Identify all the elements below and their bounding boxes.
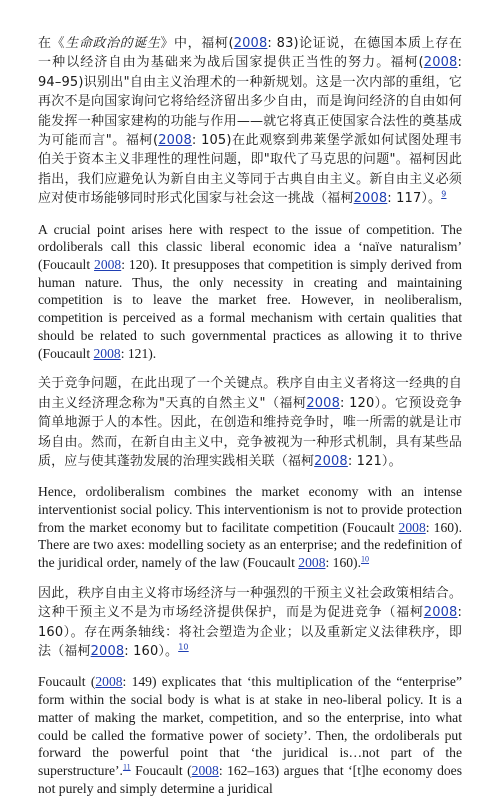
paragraph-en-2 (38, 221, 462, 363)
text: : 120). It presupposes that competition is simply derived from human nature. Thus, the only necessity in creating and maintaining competition is to leave the market free. However, in neoliberalism, competition is perceived as a formal mechanism with certain qualities that should be related to such governmental practices as allowing it to thrive (Foucault (38, 257, 462, 361)
footnote-link[interactable]: 10 (360, 554, 369, 564)
text: : 162–163) argues that ‘[t]he economy does not purely and simply determine a juridical (38, 762, 462, 796)
text: : 160）。 (124, 644, 179, 660)
citation-link[interactable]: 2008 (314, 453, 348, 469)
text: : 120）。它预设竞争简单地源于人的本性。因此，在创造和维持竞争时，唯一所需的就是让市场自由。然而，在新自由主义中，竞争被视为一种形式机制，具有某些品质，应与使其蓬勃发展的治理实践相关联（福柯 (38, 395, 462, 469)
text: : 105)在此观察到弗莱堡学派如何试图处理韦伯关于资本主义非理性的理性问题，即"取代了马克思的问题"。福柯因此指出，我们应避免认为新自由主义等同于古典自由主义。新自由主义必须应对使市场能够同时形式化国家与社会这一挑战（福柯 (38, 133, 462, 207)
citation-link[interactable]: 2008 (423, 605, 458, 621)
text: 在《 (38, 36, 66, 51)
text: 关于竞争问题，在此出现了一个关键点。秩序自由主义者将这一经典的自由主义经济理念称为"天真的自然主义"（福柯 (38, 376, 462, 411)
text: Hence, ordoliberalism combines the market economy with an intense interventionist social policy. This interventionism is not to provide protection from the market economy but to facilitate competition (Foucault (38, 484, 462, 535)
citation-link[interactable]: 2008 (398, 519, 426, 535)
text: : 160). There are two axes: modelling society as an enterprise; and the redefinition of the juridical order, namely of the law (Foucault (38, 519, 462, 571)
footnote-link[interactable]: 11 (122, 762, 131, 772)
citation-link[interactable]: 2008 (306, 395, 340, 411)
text: 》中，福柯( (160, 36, 234, 51)
citation-link[interactable]: 2008 (233, 36, 268, 51)
citation-link[interactable]: 2008 (191, 762, 219, 778)
book-title: 生命政治的诞生 (65, 36, 161, 51)
text: Foucault ( (38, 674, 96, 690)
document-page (38, 34, 462, 809)
citation-link[interactable]: 2008 (95, 674, 123, 690)
text: : 149) explicates that ‘this multiplication of the “enterprise” form within the social body is what is at stake in neo-liberal policy. It is a matter of making the market, competition, and so the enterprise, into what could be called the formative power of society’. Then, the ordoliberals put forward the powerful point that ‘the juridical is…not part of the superstructure’. (38, 674, 463, 778)
citation-link[interactable]: 2008 (423, 55, 458, 71)
text: 因此，秩序自由主义将市场经济与一种强烈的干预主义社会政策相结合。这种干预主义不是为市场经济提供保护，而是为促进竞争（福柯 (38, 585, 462, 621)
text: : 94–95)识别出"自由主义治理术的一种新规划。这是一次内部的重组，它再次不是向国家询问它将给经济留出多少自由，而是询问经济的自由如何能发挥一种国家建构的功能与作用——就它将真正使国家合法性的奠基成为可能而言"。福柯( (38, 55, 462, 149)
citation-link[interactable]: 2008 (298, 555, 326, 571)
citation-link[interactable]: 2008 (93, 345, 121, 361)
text: : 117）。 (387, 191, 442, 207)
footnote-link[interactable]: 9 (441, 189, 447, 199)
paragraph-zh-3 (38, 374, 462, 471)
paragraph-zh-1 (38, 34, 462, 209)
text: : 121）。 (347, 453, 402, 469)
text: : 160）。存在两条轴线：将社会塑造为企业；以及重新定义法律秩序，即法（福柯 (38, 605, 462, 660)
footnote-link[interactable]: 10 (178, 642, 189, 652)
paragraph-en-4 (38, 483, 462, 572)
citation-link[interactable]: 2008 (94, 257, 122, 273)
citation-link[interactable]: 2008 (158, 133, 192, 149)
citation-link[interactable]: 2008 (353, 191, 388, 207)
text: : 121). (120, 345, 157, 361)
text: : 83)论证说，在德国本质上存在一种以经济自由为基础来为战后国家提供正当性的努力。福柯( (38, 36, 462, 71)
text: Foucault ( (130, 762, 192, 778)
paragraph-zh-5 (38, 584, 462, 662)
paragraph-en-6 (38, 673, 462, 797)
citation-link[interactable]: 2008 (90, 644, 125, 660)
text: : 160). (325, 555, 361, 571)
text: A crucial point arises here with respect to the issue of competition. The ordoliberals call this classic liberal economic idea a ‘naïve naturalism’ (Foucault (38, 221, 462, 273)
